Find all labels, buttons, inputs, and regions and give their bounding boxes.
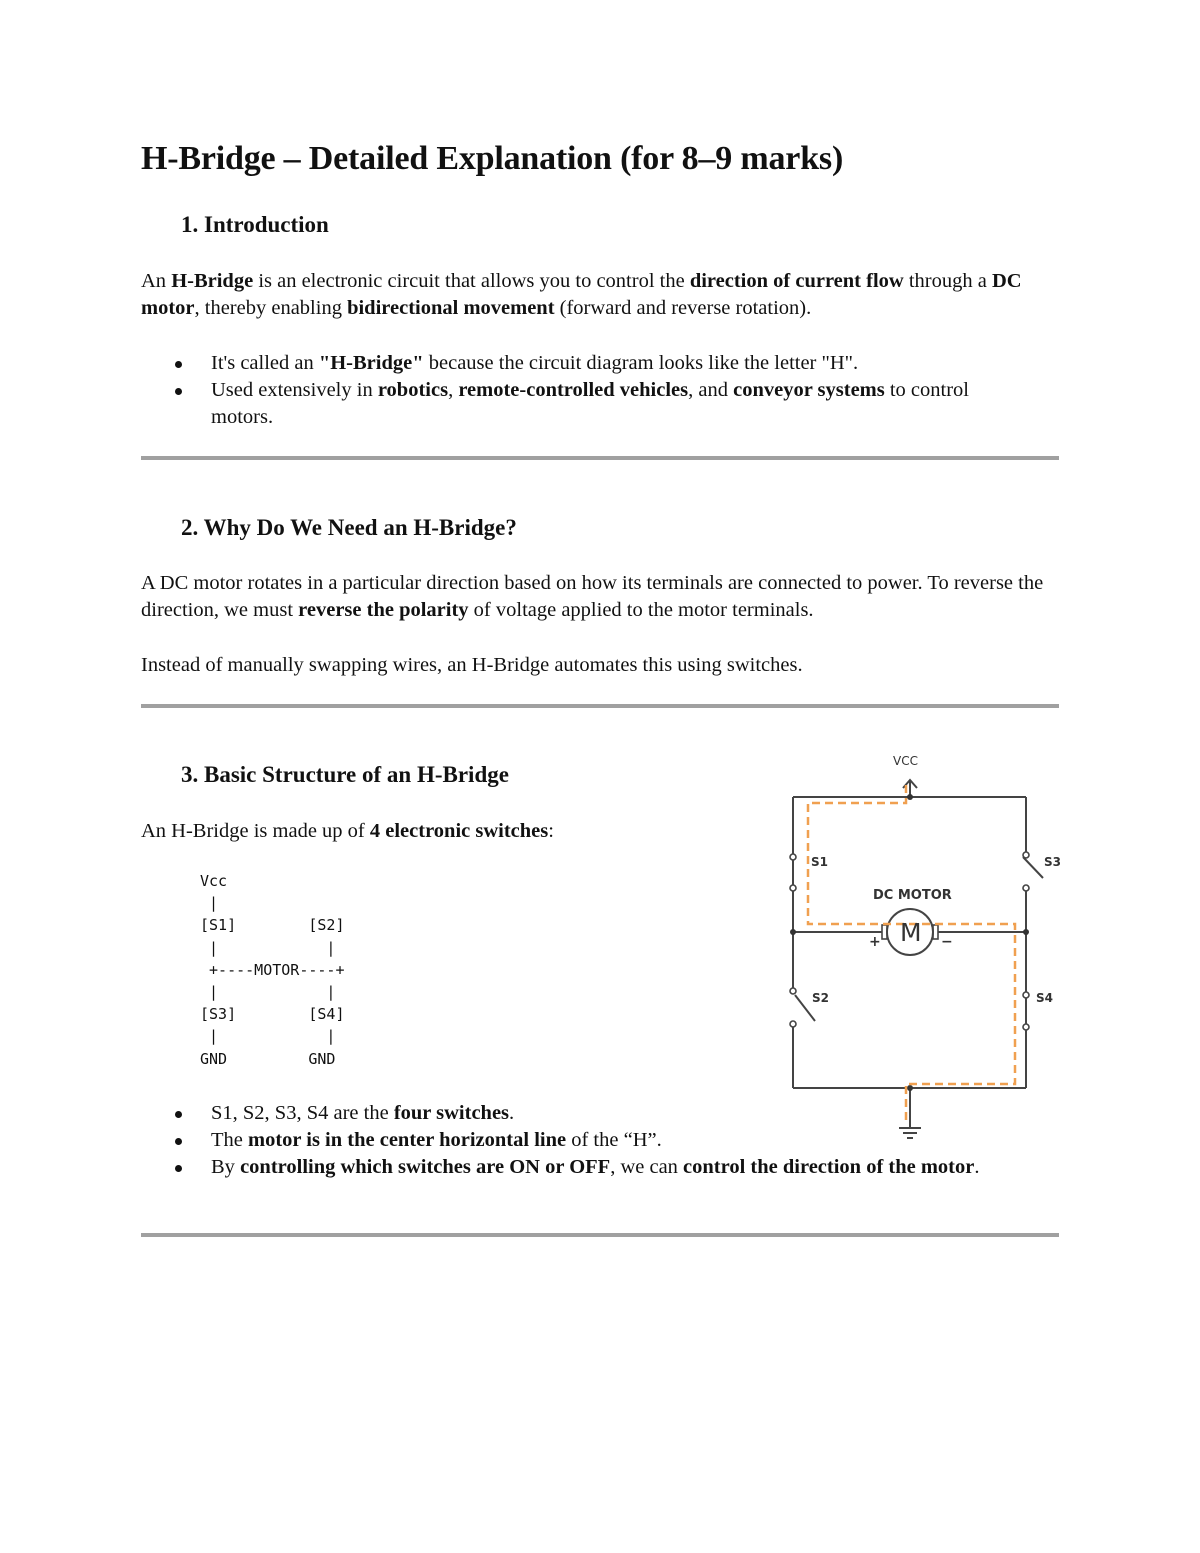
section-divider bbox=[141, 456, 1059, 460]
h-bridge-circuit-diagram bbox=[760, 745, 1070, 1155]
list-item: Used extensively in robotics, remote-controlled vehicles, and conveyor systems to control motors. bbox=[141, 377, 1041, 431]
section-heading-introduction: 1. Introduction bbox=[181, 212, 329, 237]
ascii-h-bridge-diagram: Vcc | [S1] [S2] | | +----MOTOR----+ | | [S3] [S4] | | GND GND bbox=[200, 872, 345, 1068]
list-item: It's called an "H-Bridge" because the circuit diagram looks like the letter "H". bbox=[141, 350, 1041, 377]
list-item: By controlling which switches are ON or OFF, we can control the direction of the motor. bbox=[141, 1154, 1041, 1181]
section-heading-basic-structure: 3. Basic Structure of an H-Bridge bbox=[181, 762, 509, 787]
switch-label-s2: S2 bbox=[812, 991, 829, 1005]
switch-label-s4: S4 bbox=[1036, 991, 1053, 1005]
why-paragraph: A DC motor rotates in a particular direction based on how its terminals are connected to power. To reverse the direction, we must reverse the polarity of voltage applied to the motor terminals. bbox=[141, 572, 1044, 621]
section-divider bbox=[141, 704, 1059, 708]
motor-caption: DC MOTOR bbox=[873, 888, 952, 903]
switch-label-s3: S3 bbox=[1044, 855, 1061, 869]
structure-bullet-list bbox=[141, 1100, 1041, 1181]
automation-paragraph: Instead of manually swapping wires, an H-Bridge automates this using switches. bbox=[141, 654, 803, 676]
switch-s3-icon bbox=[1023, 857, 1043, 878]
vcc-label: VCC bbox=[893, 754, 918, 768]
list-item: S1, S2, S3, S4 are the four switches. bbox=[141, 1100, 1041, 1127]
intro-paragraph: An H-Bridge is an electronic circuit that allows you to control the direction of current flow through a DC motor, thereby enabling bidirectional movement (forward and reverse rotation). bbox=[141, 270, 1022, 319]
page-title: H-Bridge – Detailed Explanation (for 8–9 marks) bbox=[141, 140, 844, 177]
motor-plus-sign: + bbox=[869, 934, 881, 950]
switch-label-s1: S1 bbox=[811, 855, 828, 869]
intro-bullet-list bbox=[141, 350, 1041, 431]
section-divider bbox=[141, 1233, 1059, 1237]
section-heading-why-h-bridge: 2. Why Do We Need an H-Bridge? bbox=[181, 515, 517, 540]
motor-minus-sign: − bbox=[941, 934, 953, 950]
motor-symbol: M bbox=[900, 918, 922, 947]
structure-paragraph: An H-Bridge is made up of 4 electronic switches: bbox=[141, 820, 554, 842]
list-item: The motor is in the center horizontal line of the “H”. bbox=[141, 1127, 1041, 1154]
